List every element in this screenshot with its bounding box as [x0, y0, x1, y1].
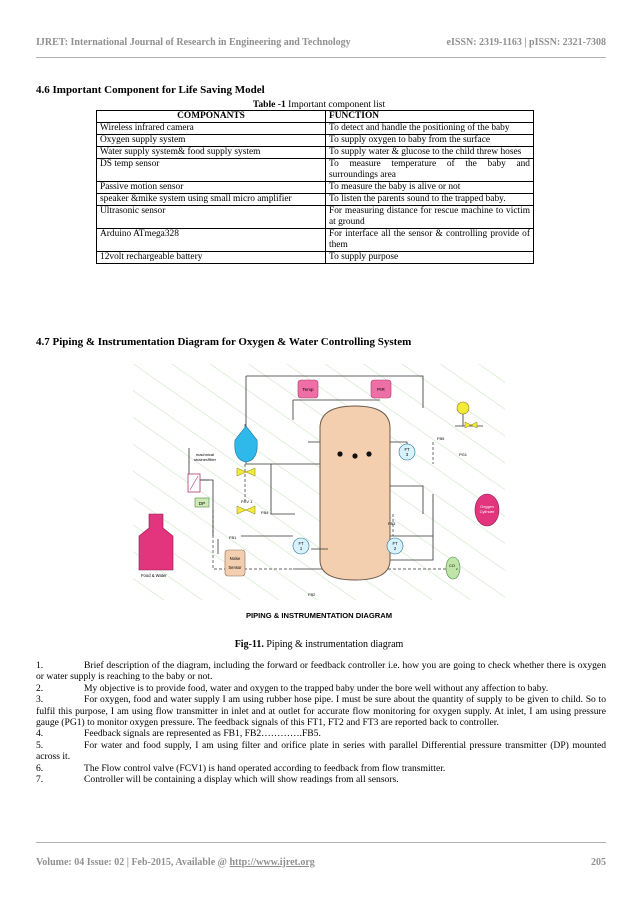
- journal-link[interactable]: http://www.ijret.org: [229, 857, 315, 868]
- item-number: 4.: [36, 728, 44, 740]
- issn: eISSN: 2319-1163 | pISSN: 2321-7308: [446, 37, 606, 48]
- function-cell: To measure temperature of the baby and surroundings area: [326, 159, 534, 182]
- function-cell: To measure the baby is alive or not: [326, 182, 534, 194]
- vessel-port-center: [352, 453, 357, 458]
- component-cell: Arduino ATmega328: [97, 229, 326, 252]
- component-cell: 12volt rechargeable battery: [97, 252, 326, 264]
- table-caption: [0, 99, 638, 110]
- journal-title: IJRET: International Journal of Research in Engineering and Technology: [36, 37, 351, 48]
- function-cell: To supply oxygen to baby from the surface: [326, 135, 534, 147]
- co2-sensor: [446, 557, 460, 579]
- list-item: [36, 763, 606, 774]
- component-cell: Passive motion sensor: [97, 182, 326, 194]
- function-cell: To supply purpose: [326, 252, 534, 264]
- fb2-label: FB2: [308, 592, 316, 597]
- table-caption-prefix: Table -1: [252, 99, 286, 110]
- item-text: The Flow control valve (FCV1) is hand operated according to feedback from flow transmitter.: [84, 762, 446, 774]
- component-cell: Wireless infrared camera: [97, 123, 326, 135]
- component-cell: Ultrasonic sensor: [97, 206, 326, 229]
- ft2-label: FT: [392, 541, 398, 546]
- item-number: 6.: [36, 762, 44, 774]
- diagram-title: PIPING & INSTRUMENTATION DIAGRAM: [245, 611, 393, 620]
- table-row: [97, 147, 534, 159]
- vessel-port-right: [366, 451, 371, 456]
- item-text: For water and food supply, I am using filter and orifice plate in series with parallel Differential pressure transmitter (DP) mounted across it.: [36, 739, 606, 763]
- table-row: [97, 194, 534, 206]
- list-item: [36, 660, 606, 683]
- section-4-6-title: 4.6 Important Component for Life Saving Model: [36, 84, 265, 96]
- page-header: [36, 37, 606, 48]
- function-cell: For interface all the sensor & controlling provide of them: [326, 229, 534, 252]
- noise-sensor: [225, 550, 245, 576]
- central-vessel: [320, 406, 390, 580]
- fcv-label: FCV 1: [241, 499, 253, 504]
- strainer-label-1: machnical: [195, 452, 215, 457]
- item-number: 5.: [36, 739, 44, 751]
- column-header-components: COMPONANTS: [97, 111, 326, 123]
- list-item: [36, 683, 606, 694]
- co2-subscript: 2: [456, 567, 458, 571]
- table-row: [97, 206, 534, 229]
- footer-volume-text: Volume: 04 Issue: 02 | Feb-2015, Available @: [36, 857, 230, 868]
- noise-label: Noise: [229, 556, 241, 561]
- component-cell: Oxygen supply system: [97, 135, 326, 147]
- list-item: [36, 694, 606, 728]
- fb4-label: FB4: [261, 510, 269, 515]
- pid-diagram: [133, 364, 505, 600]
- ft3-label: FT: [404, 447, 410, 452]
- component-table: [96, 110, 534, 264]
- list-item: [36, 774, 606, 785]
- list-item: [36, 740, 606, 763]
- ft2-number: 2: [393, 546, 397, 551]
- dp-label: DP: [198, 501, 206, 506]
- table-row: [97, 135, 534, 147]
- fb5-label: FB5: [437, 436, 445, 441]
- function-cell: To listen the parents sound to the trapped baby.: [326, 194, 534, 206]
- body-list: [36, 660, 606, 785]
- pg1-label: PG1: [459, 452, 468, 457]
- ft1-number: 1: [299, 546, 303, 551]
- item-number: 3.: [36, 694, 44, 706]
- ft3-number: 3: [405, 452, 409, 457]
- footer-volume: [36, 857, 315, 868]
- co2-label: CO: [449, 563, 455, 568]
- table-caption-text: Important component list: [285, 99, 386, 110]
- function-cell: To supply water & glucose to the child threw hoses: [326, 147, 534, 159]
- item-text: Feedback signals are represented as FB1, FB2………….FB5.: [84, 728, 321, 740]
- function-cell: To detect and handle the positioning of the baby: [326, 123, 534, 135]
- pressure-gauge: [457, 402, 469, 414]
- item-number: 1.: [36, 660, 44, 671]
- page-footer: [36, 857, 606, 868]
- strainer-label-2: strainer/filter: [193, 457, 217, 462]
- temp-label: Temp: [302, 387, 314, 392]
- component-cell: speaker &mike system using small micro amplifier: [97, 194, 326, 206]
- component-cell: Water supply system& food supply system: [97, 147, 326, 159]
- item-text: For oxygen, food and water supply I am using rubber hose pipe. I must be sure about the quantity of supply to be given to child. So to fulfil this purpose, I am using flow transmitter in inlet and at outlet for accurate flow monitoring for oxygen supply. At inlet, I am using pressure gauge (PG1) to monitor oxygen pressure. The feedback signals of this FT1, FT2 and FT3 are reported back to controller.: [36, 694, 606, 729]
- sensor-label: Sensor: [228, 565, 242, 570]
- table-row: [97, 159, 534, 182]
- ft1-label: FT: [298, 541, 304, 546]
- item-text: My objective is to provide food, water and oxygen to the trapped baby under the bore well without any affection to baby.: [84, 682, 549, 694]
- food-water-label: Food & Water: [141, 573, 167, 578]
- fb1-label: FB1: [229, 535, 237, 540]
- function-cell: For measuring distance for rescue machine to victim at ground: [326, 206, 534, 229]
- table-row: [97, 182, 534, 194]
- table-row: [97, 229, 534, 252]
- column-header-function: FUNCTION: [326, 111, 534, 123]
- list-item: [36, 728, 606, 739]
- item-number: 7.: [36, 774, 44, 786]
- fb3-label: FB3: [388, 521, 396, 526]
- header-rule: [36, 57, 606, 58]
- figure-caption: [0, 639, 638, 650]
- figure-caption-prefix: Fig-11.: [234, 639, 264, 650]
- footer-rule: [36, 842, 606, 843]
- component-cell: DS temp sensor: [97, 159, 326, 182]
- item-text: Brief description of the diagram, including the forward or feedback controller i.e. how you are going to check whether there is oxygen or water supply is reaching to the baby or not.: [36, 660, 606, 683]
- oxygen-label: Oxygen: [480, 504, 494, 509]
- table-row: [97, 123, 534, 135]
- vessel-port-left: [337, 451, 342, 456]
- figure-caption-text: Piping & instrumentation diagram: [263, 639, 404, 650]
- item-number: 2.: [36, 682, 44, 694]
- table-row: [97, 252, 534, 264]
- cylinder-label: Cylinder: [479, 509, 495, 514]
- table-header-row: [97, 111, 534, 123]
- page-number: 205: [591, 857, 606, 868]
- pir-label: PIR: [377, 387, 385, 392]
- section-4-7-title: 4.7 Piping & Instrumentation Diagram for Oxygen & Water Controlling System: [36, 336, 412, 348]
- item-text: Controller will be containing a display which will show readings from all sensors.: [84, 774, 399, 786]
